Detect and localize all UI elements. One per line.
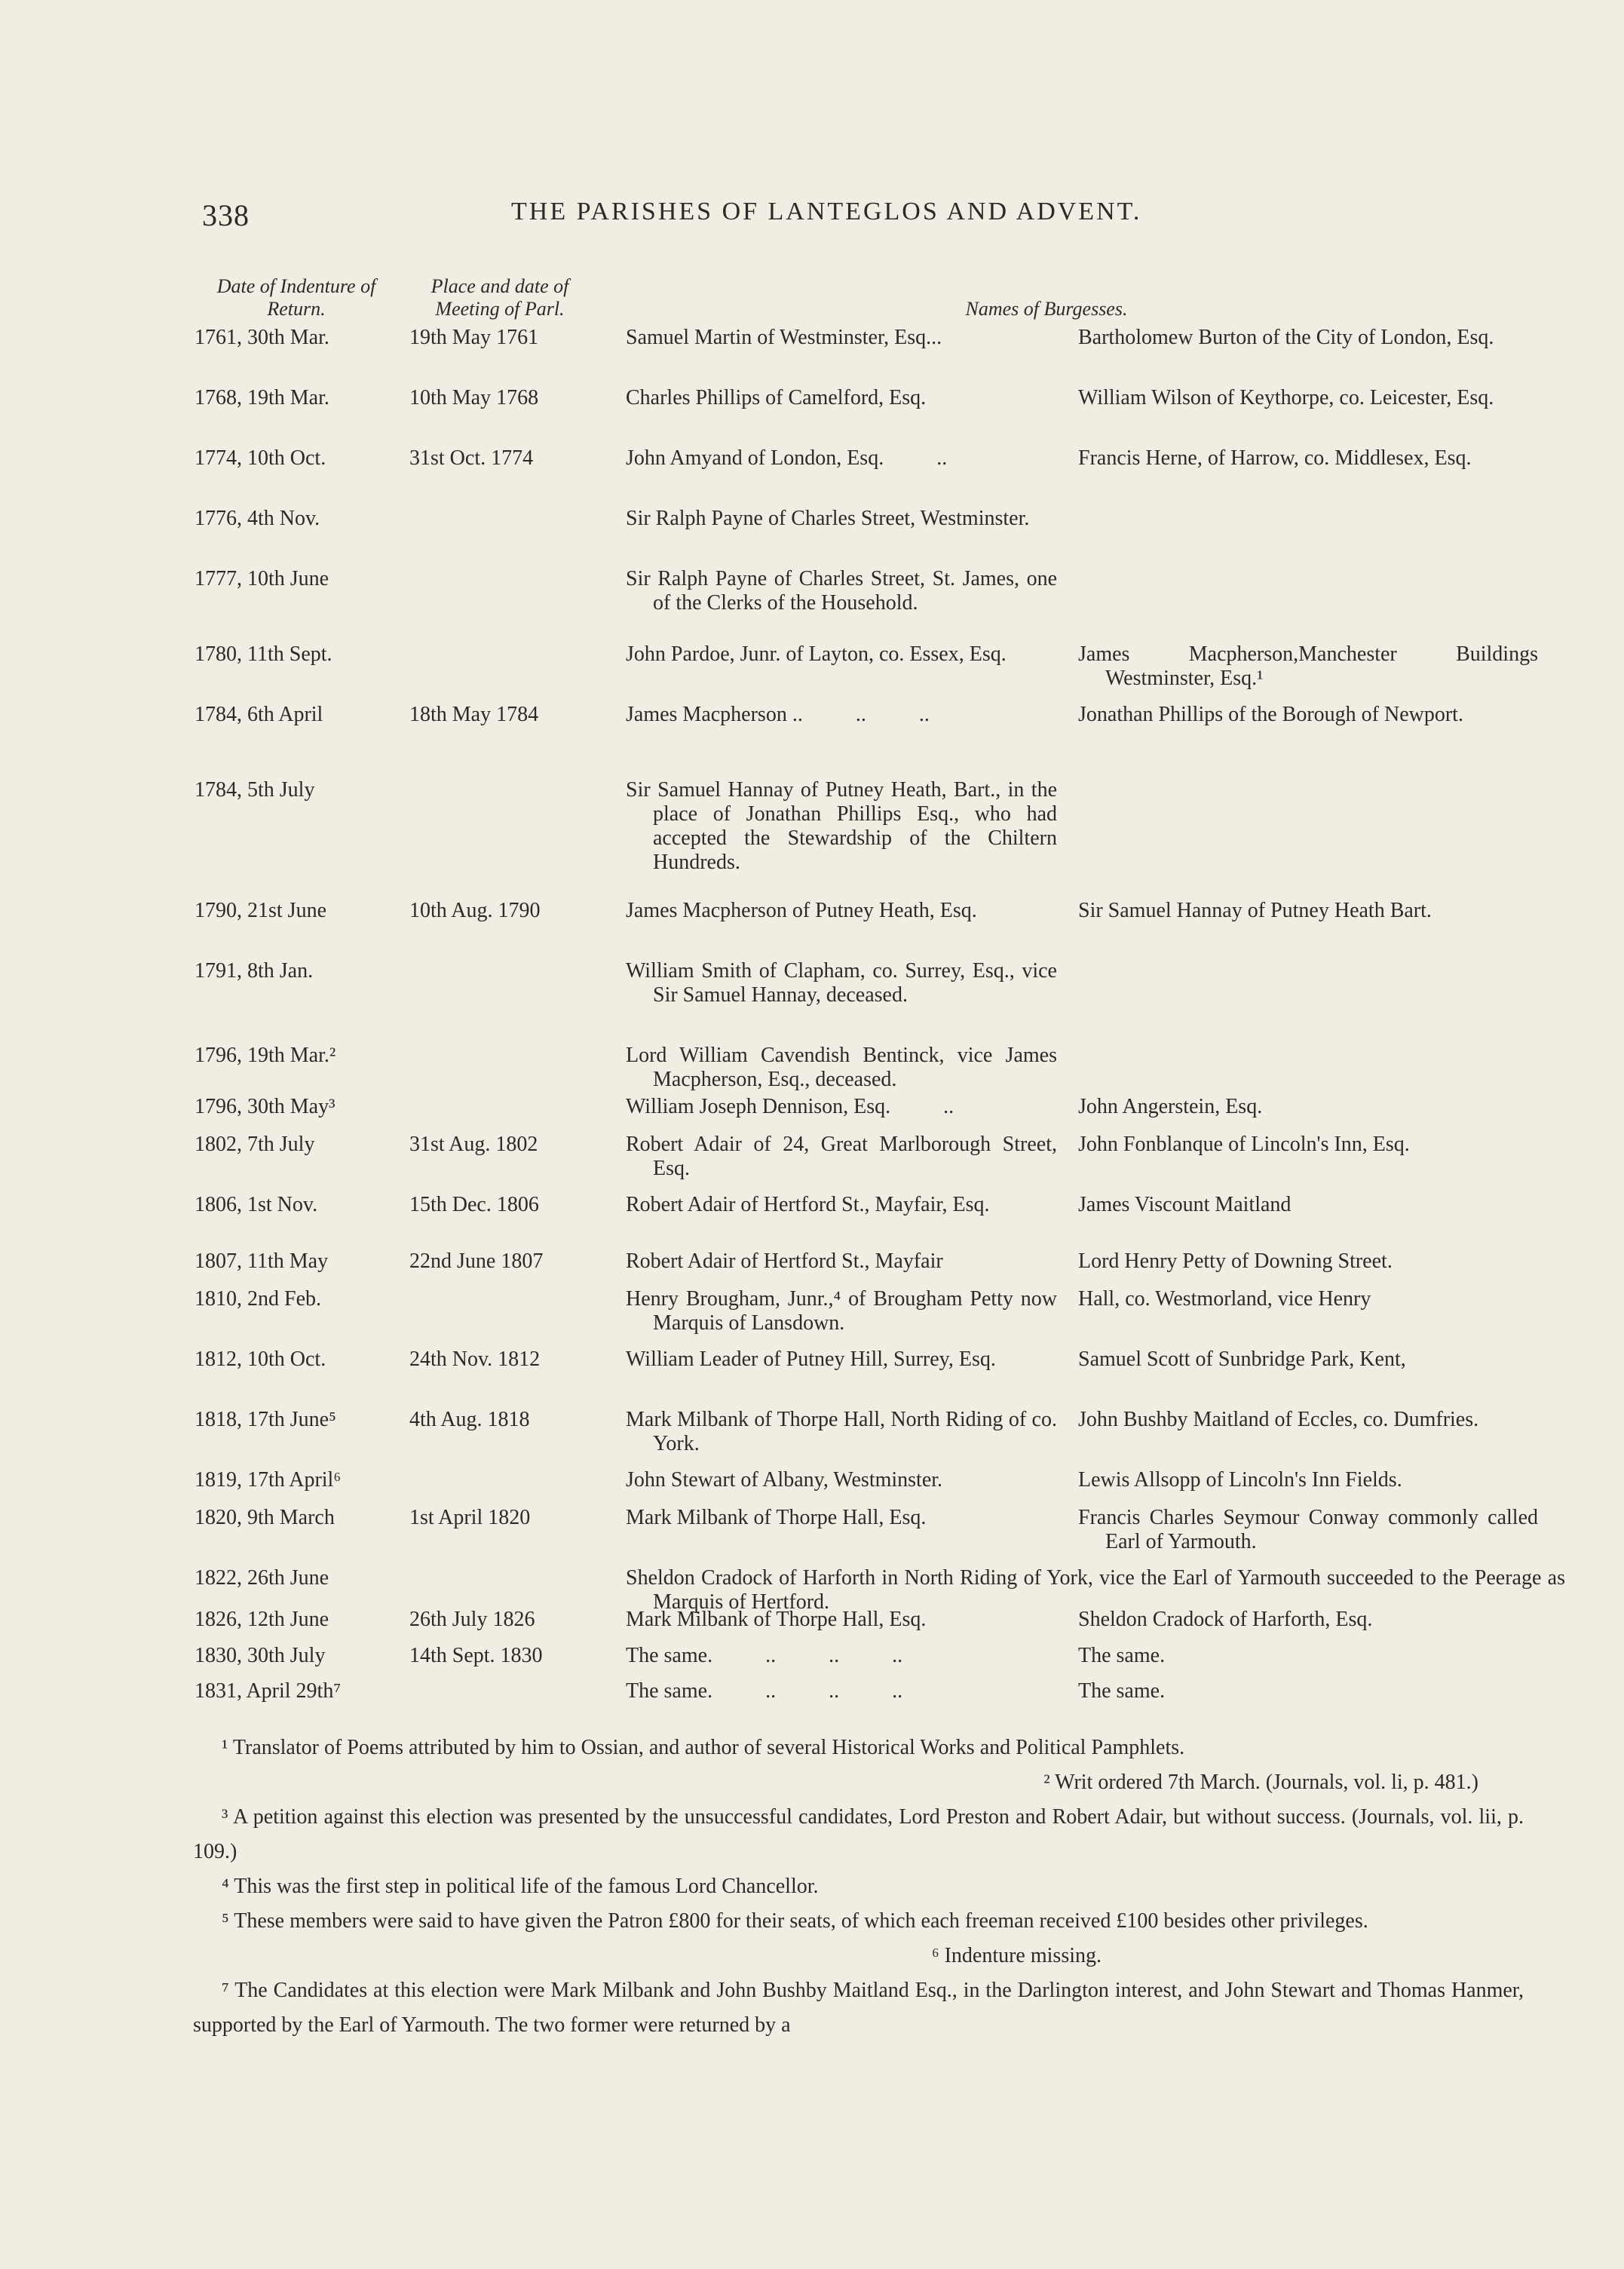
burgess-name-second: Jonathan Phillips of the Borough of Newport. xyxy=(1078,703,1463,726)
burgess-name-second: Francis Charles Seymour Conway commonly called Earl of Yarmouth. xyxy=(1078,1506,1538,1553)
burgess-name-first: Lord William Cavendish Bentinck, vice James Macpherson, Esq., deceased. xyxy=(626,1044,1062,1091)
burgess-name-second: The same. xyxy=(1078,1679,1166,1703)
meeting-date: 10th May 1768 xyxy=(409,386,539,409)
column-headings xyxy=(195,275,1537,328)
running-title: THE PARISHES OF LANTEGLOS AND ADVENT. xyxy=(511,198,1142,225)
footnote-4: ⁴ This was the first step in political life of the famous Lord Chancellor. xyxy=(222,1875,819,1898)
burgess-name-first: Samuel Martin of Westminster, Esq... xyxy=(626,326,942,349)
burgess-name-first: John Pardoe, Junr. of Layton, co. Essex, Esq. xyxy=(626,642,1007,666)
place-column-heading: Place and date of Meeting of Parl. xyxy=(431,275,569,320)
burgess-name-first: Mark Milbank of Thorpe Hall, Esq. xyxy=(626,1608,927,1631)
burgess-name-second: James Macpherson,Manchester Buildings Westminster, Esq.¹ xyxy=(1078,642,1538,690)
return-date: 1812, 10th Oct. xyxy=(195,1348,326,1371)
return-date: 1777, 10th June xyxy=(195,567,329,590)
meeting-date: 24th Nov. 1812 xyxy=(409,1348,541,1371)
meeting-date: 19th May 1761 xyxy=(409,326,539,349)
return-date: 1822, 26th June xyxy=(195,1566,329,1590)
meeting-date: 14th Sept. 1830 xyxy=(409,1644,543,1667)
footnote-6: ⁶ Indenture missing. xyxy=(931,1944,1102,1967)
meeting-date: 1st April 1820 xyxy=(409,1506,531,1529)
burgess-name-first: Mark Milbank of Thorpe Hall, North Riding of co. York. xyxy=(626,1408,1062,1455)
burgess-name-first: The same. .. .. .. xyxy=(626,1644,903,1667)
burgess-name-first: William Joseph Dennison, Esq. .. xyxy=(626,1095,954,1118)
meeting-date: 22nd June 1807 xyxy=(409,1249,544,1273)
meeting-date: 26th July 1826 xyxy=(409,1608,535,1631)
burgess-name-second: William Wilson of Keythorpe, co. Leicester, Esq. xyxy=(1078,386,1494,409)
return-date: 1784, 6th April xyxy=(195,703,323,726)
footnote-5: ⁵ These members were said to have given the Patron £800 for their seats, of which each freeman received £100 besides other privileges. xyxy=(222,1909,1368,1933)
burgess-name-first: John Stewart of Albany, Westminster. xyxy=(626,1468,943,1492)
meeting-date: 31st Aug. 1802 xyxy=(409,1133,538,1156)
burgess-name-second: Lord Henry Petty of Downing Street. xyxy=(1078,1249,1393,1273)
return-date: 1761, 30th Mar. xyxy=(195,326,329,349)
footnote-1: ¹ Translator of Poems attributed by him to Ossian, and author of several Historical Works and Political Pamphlets. xyxy=(222,1736,1185,1759)
footnote-2: ² Writ ordered 7th March. (Journals, vol. li, p. 481.) xyxy=(1043,1771,1478,1794)
return-date: 1810, 2nd Feb. xyxy=(195,1287,321,1311)
return-date: 1780, 11th Sept. xyxy=(195,642,332,666)
return-date: 1819, 17th April⁶ xyxy=(195,1468,342,1492)
return-date: 1818, 17th June⁵ xyxy=(195,1408,336,1431)
burgess-name-second: Sheldon Cradock of Harforth, Esq. xyxy=(1078,1608,1373,1631)
burgess-name-second: Hall, co. Westmorland, vice Henry xyxy=(1078,1287,1371,1311)
footnotes xyxy=(193,1731,1524,2043)
return-date: 1796, 19th Mar.² xyxy=(195,1044,336,1067)
names-column-heading: Names of Burgesses. xyxy=(965,298,1128,320)
burgess-name-second: Francis Herne, of Harrow, co. Middlesex, Esq. xyxy=(1078,446,1472,470)
burgess-name-first: Sir Ralph Payne of Charles Street, Westminster. xyxy=(626,507,1030,530)
meeting-date: 4th Aug. 1818 xyxy=(409,1408,530,1431)
burgess-name-second: James Viscount Maitland xyxy=(1078,1193,1292,1216)
meeting-date: 18th May 1784 xyxy=(409,703,539,726)
date-column-heading: Date of Indenture of Return. xyxy=(216,275,376,320)
burgess-name-first: James Macpherson of Putney Heath, Esq. xyxy=(626,899,977,922)
burgess-name-second: Samuel Scott of Sunbridge Park, Kent, xyxy=(1078,1348,1406,1371)
running-head xyxy=(202,198,1529,235)
burgess-name-second: Lewis Allsopp of Lincoln's Inn Fields. xyxy=(1078,1468,1402,1492)
burgess-name-second: Sir Samuel Hannay of Putney Heath Bart. xyxy=(1078,899,1432,922)
meeting-date: 31st Oct. 1774 xyxy=(409,446,534,470)
burgess-name-first: John Amyand of London, Esq. .. xyxy=(626,446,948,470)
return-date: 1776, 4th Nov. xyxy=(195,507,320,530)
return-date: 1791, 8th Jan. xyxy=(195,959,314,983)
return-date: 1802, 7th July xyxy=(195,1133,315,1156)
return-date: 1820, 9th March xyxy=(195,1506,335,1529)
return-date: 1826, 12th June xyxy=(195,1608,329,1631)
meeting-date: 15th Dec. 1806 xyxy=(409,1193,539,1216)
burgess-name-second: John Fonblanque of Lincoln's Inn, Esq. xyxy=(1078,1133,1410,1156)
burgess-name-second: The same. xyxy=(1078,1644,1166,1667)
burgess-name-first: Robert Adair of 24, Great Marlborough Street, Esq. xyxy=(626,1133,1062,1180)
return-date: 1768, 19th Mar. xyxy=(195,386,329,409)
page-number: 338 xyxy=(202,198,250,232)
burgess-name-first: James Macpherson .. .. .. xyxy=(626,703,930,726)
burgess-name-first: The same. .. .. .. xyxy=(626,1679,903,1703)
burgess-name-first: Henry Brougham, Junr.,⁴ of Brougham Petty now Marquis of Lansdown. xyxy=(626,1287,1062,1335)
burgess-name-second: Bartholomew Burton of the City of London, Esq. xyxy=(1078,326,1494,349)
burgess-name-first: William Leader of Putney Hill, Surrey, Esq. xyxy=(626,1348,996,1371)
return-date: 1784, 5th July xyxy=(195,778,315,802)
burgess-name-first: Robert Adair of Hertford St., Mayfair, Esq. xyxy=(626,1193,990,1216)
return-date: 1796, 30th May³ xyxy=(195,1095,336,1118)
burgess-name-first: William Smith of Clapham, co. Surrey, Esq., vice Sir Samuel Hannay, deceased. xyxy=(626,959,1062,1007)
return-date: 1790, 21st June xyxy=(195,899,326,922)
return-date: 1774, 10th Oct. xyxy=(195,446,326,470)
burgess-name-first: Mark Milbank of Thorpe Hall, Esq. xyxy=(626,1506,927,1529)
meeting-date: 10th Aug. 1790 xyxy=(409,899,541,922)
burgess-name-first: Sir Ralph Payne of Charles Street, St. James, one of the Clerks of the Household. xyxy=(626,567,1062,615)
burgess-name-first: Robert Adair of Hertford St., Mayfair xyxy=(626,1249,943,1273)
footnote-3: ³ A petition against this election was presented by the unsuccessful candidates, Lord Preston and Robert Adair, but without success. (Journals, vol. lii, p. 109.) xyxy=(193,1805,1524,1863)
return-date: 1831, April 29th⁷ xyxy=(195,1679,342,1703)
burgess-name-first: Sir Samuel Hannay of Putney Heath, Bart., in the place of Jonathan Phillips Esq., who had accepted the Stewardship of the Chiltern Hundreds. xyxy=(626,778,1062,874)
footnote-7: ⁷ The Candidates at this election were Mark Milbank and John Bushby Maitland Esq., in the Darlington interest, and John Stewart and Thomas Hanmer, supported by the Earl of Yarmouth. The two former were returned by a xyxy=(193,1979,1524,2037)
burgess-name-first: Charles Phillips of Camelford, Esq. xyxy=(626,386,927,409)
burgess-names-full: Sheldon Cradock of Harforth in North Riding of York, vice the Earl of Yarmouth succeeded to the Peerage as Marquis of Hertford. xyxy=(626,1566,1565,1614)
return-date: 1830, 30th July xyxy=(195,1644,326,1667)
return-date: 1806, 1st Nov. xyxy=(195,1193,318,1216)
return-date: 1807, 11th May xyxy=(195,1249,329,1273)
burgess-name-second: John Angerstein, Esq. xyxy=(1078,1095,1263,1118)
burgess-name-second: John Bushby Maitland of Eccles, co. Dumfries. xyxy=(1078,1408,1479,1431)
